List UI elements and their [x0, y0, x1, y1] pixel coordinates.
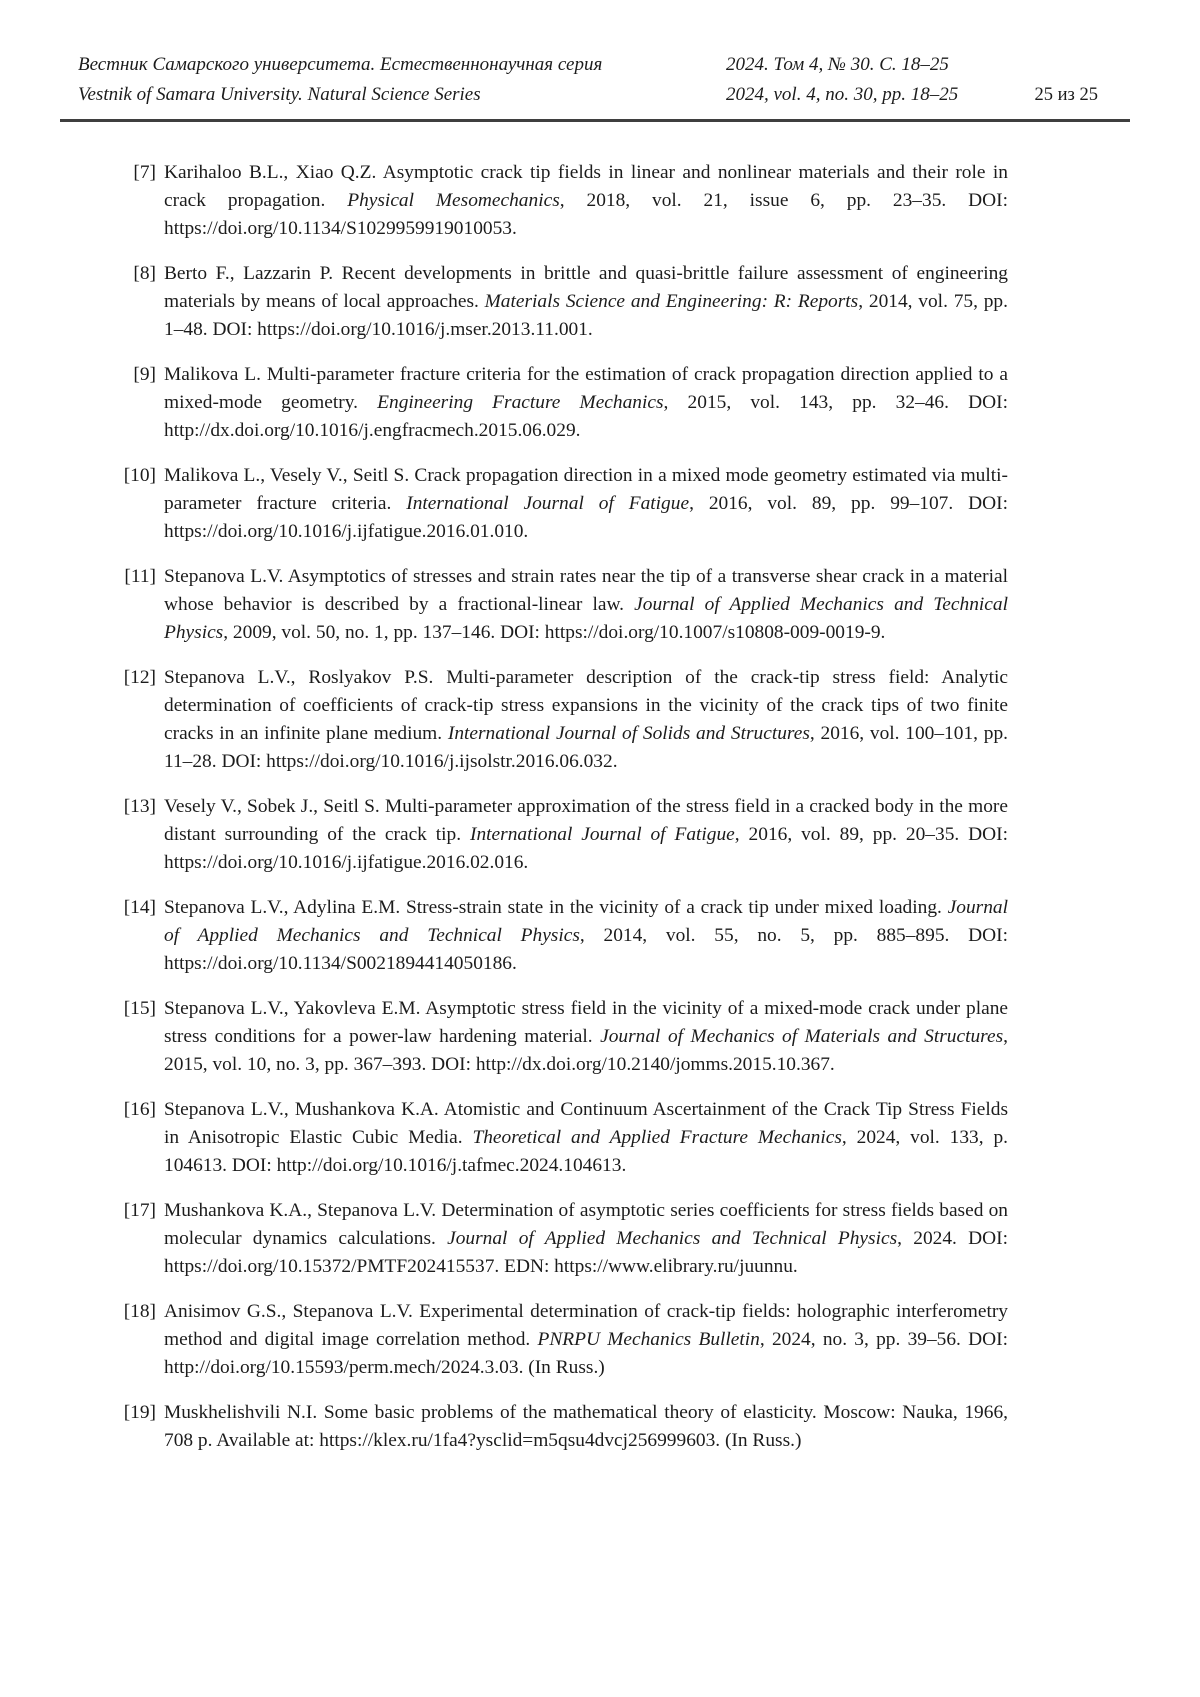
reference-item [123, 462, 1008, 546]
reference-number: [18] [123, 1301, 156, 1322]
reference-text: Vesely V., Sobek J., Seitl S. Multi-parameter approximation of the stress field in a cracked body in the more distant surrounding of the crack tip. [164, 796, 1008, 845]
running-head-row-ru [78, 50, 1098, 80]
reference-text: Berto F., Lazzarin P. Recent developments in brittle and quasi-brittle failure assessment of engineering materials by means of local approaches. [164, 263, 1008, 312]
reference-item [123, 1399, 1008, 1455]
reference-journal-name: Journal of Applied Mechanics and Technical Physics [447, 1228, 898, 1249]
reference-text: Anisimov G.S., Stepanova L.V. Experimental determination of crack-tip fields: holographic interferometry method and digital image correlation method. [164, 1301, 1008, 1350]
reference-text: Stepanova L.V., Mushankova K.A. Atomistic and Continuum Ascertainment of the Crack Tip Stress Fields in Anisotropic Elastic Cubic Media. [164, 1099, 1008, 1148]
running-head-row-en [78, 80, 1098, 110]
reference-text: Stepanova L.V., Adylina E.M. Stress-strain state in the vicinity of a crack tip under mixed loading. [164, 897, 948, 918]
reference-text: Stepanova L.V., Roslyakov P.S. Multi-parameter description of the crack-tip stress field: Analytic determination of coefficients of crack-tip stress expansions in the vicinity of the crack tips of two finite cracks in an infinite plane medium. [164, 667, 1008, 744]
reference-item [123, 664, 1008, 776]
page-indicator: 25 из 25 [1034, 85, 1098, 105]
reference-journal-name: PNRPU Mechanics Bulletin [537, 1329, 760, 1350]
reference-number: [12] [123, 667, 156, 688]
reference-text: Stepanova L.V. Asymptotics of stresses and strain rates near the tip of a transverse shear crack in a material whose behavior is described by a fractional-linear law. [164, 566, 1008, 615]
reference-number: [17] [123, 1200, 156, 1221]
reference-journal-name: International Journal of Solids and Structures [447, 723, 810, 744]
reference-journal-name: Materials Science and Engineering: R: Reports [484, 291, 859, 312]
reference-journal-name: International Journal of Fatigue [470, 824, 735, 845]
reference-number: [19] [123, 1402, 156, 1423]
reference-citation-tail: , 2016, vol. 89, pp. 20–35. DOI: https://doi.org/10.1016/j.ijfatigue.2016.02.016. [164, 824, 1009, 873]
reference-citation-tail: , 2014, vol. 55, no. 5, pp. 885–895. DOI: https://doi.org/10.1134/S0021894414050186. [164, 925, 1008, 974]
reference-journal-name: Engineering Fracture Mechanics [377, 392, 664, 413]
reference-number: [13] [123, 796, 156, 817]
reference-citation-tail: , 2024, vol. 133, p. 104613. DOI: http://doi.org/10.1016/j.tafmec.2024.104613. [164, 1127, 1008, 1176]
reference-number: [14] [123, 897, 156, 918]
reference-citation-tail: , 2024, no. 3, pp. 39–56. DOI: http://doi.org/10.15593/perm.mech/2024.3.03. (In Russ.) [164, 1329, 1008, 1378]
reference-item [123, 1298, 1008, 1382]
reference-citation-tail: , 2024. DOI: https://doi.org/10.15372/PMTF202415537. EDN: https://www.elibrary.ru/juunnu. [164, 1228, 1008, 1277]
reference-item [133, 361, 1008, 445]
reference-number: [7] [133, 162, 156, 183]
reference-item [133, 159, 1008, 243]
reference-number: [9] [133, 364, 156, 385]
reference-number: [16] [123, 1099, 156, 1120]
reference-item [123, 894, 1008, 978]
reference-text: Stepanova L.V., Yakovleva E.M. Asymptotic stress field in the vicinity of a mixed-mode crack under plane stress conditions for a power-law hardening material. [164, 998, 1008, 1047]
reference-text: Malikova L. Multi-parameter fracture criteria for the estimation of crack propagation direction applied to a mixed-mode geometry. [164, 364, 1008, 413]
reference-item [123, 1197, 1008, 1281]
reference-number: [10] [123, 465, 156, 486]
reference-citation-tail: , 2015, vol. 143, pp. 32–46. DOI: http://dx.doi.org/10.1016/j.engfracmech.2015.06.029. [164, 392, 1008, 441]
header-rule [60, 119, 1130, 122]
reference-item [124, 563, 1008, 647]
reference-item [123, 1096, 1008, 1180]
reference-journal-name: Theoretical and Applied Fracture Mechanics [472, 1127, 842, 1148]
reference-citation-tail: , 2016, vol. 100–101, pp. 11–28. DOI: https://doi.org/10.1016/j.ijsolstr.2016.06.032. [164, 723, 1008, 772]
reference-citation-tail: , 2018, vol. 21, issue 6, pp. 23–35. DOI: https://doi.org/10.1134/S1029959919010053. [164, 190, 1008, 239]
references-list [123, 159, 1009, 1455]
reference-text: Mushankova K.A., Stepanova L.V. Determination of asymptotic series coefficients for stress fields based on molecular dynamics calculations. [164, 1200, 1008, 1249]
reference-text: Karihaloo B.L., Xiao Q.Z. Asymptotic crack tip fields in linear and nonlinear materials and their role in crack propagation. [164, 162, 1008, 211]
reference-citation-tail: , 2016, vol. 89, pp. 99–107. DOI: https://doi.org/10.1016/j.ijfatigue.2016.01.010. [164, 493, 1008, 542]
journal-issue-info-en: 2024, vol. 4, no. 30, pp. 18–25 [726, 84, 959, 105]
reference-text: Muskhelishvili N.I. Some basic problems of the mathematical theory of elasticity. Moscow: Nauka, 1966, 708 p. Available at: https://klex.ru/1fa4?ysclid=m5qsu4dvcj256999603. (In Russ.) [164, 1402, 1008, 1451]
reference-journal-name: Journal of Applied Mechanics and Technical Physics [164, 897, 1008, 946]
reference-item [123, 793, 1009, 877]
reference-number: [11] [124, 566, 156, 587]
reference-citation-tail: , 2014, vol. 75, pp. 1–48. DOI: https://doi.org/10.1016/j.mser.2013.11.001. [164, 291, 1008, 340]
reference-text: Malikova L., Vesely V., Seitl S. Crack propagation direction in a mixed mode geometry estimated via multi-parameter fracture criteria. [164, 465, 1008, 514]
reference-item [133, 260, 1008, 344]
journal-title-en: Vestnik of Samara University. Natural Science Series [78, 84, 481, 105]
reference-journal-name: Physical Mesomechanics [347, 190, 560, 211]
reference-journal-name: Journal of Applied Mechanics and Technical Physics [164, 594, 1008, 643]
journal-title-ru: Вестник Самарского университета. Естественнонаучная серия [78, 54, 603, 75]
reference-journal-name: International Journal of Fatigue [406, 493, 690, 514]
journal-running-head [0, 0, 1200, 122]
reference-item [123, 995, 1008, 1079]
reference-number: [15] [123, 998, 156, 1019]
reference-citation-tail: , 2015, vol. 10, no. 3, pp. 367–393. DOI: http://dx.doi.org/10.2140/jomms.2015.10.367. [164, 1026, 1008, 1075]
reference-citation-tail: , 2009, vol. 50, no. 1, pp. 137–146. DOI: https://doi.org/10.1007/s10808-009-0019-9. [223, 622, 886, 643]
reference-number: [8] [133, 263, 156, 284]
journal-issue-info-ru: 2024. Том 4, № 30. С. 18–25 [726, 54, 949, 75]
reference-journal-name: Journal of Mechanics of Materials and Structures [600, 1026, 1004, 1047]
